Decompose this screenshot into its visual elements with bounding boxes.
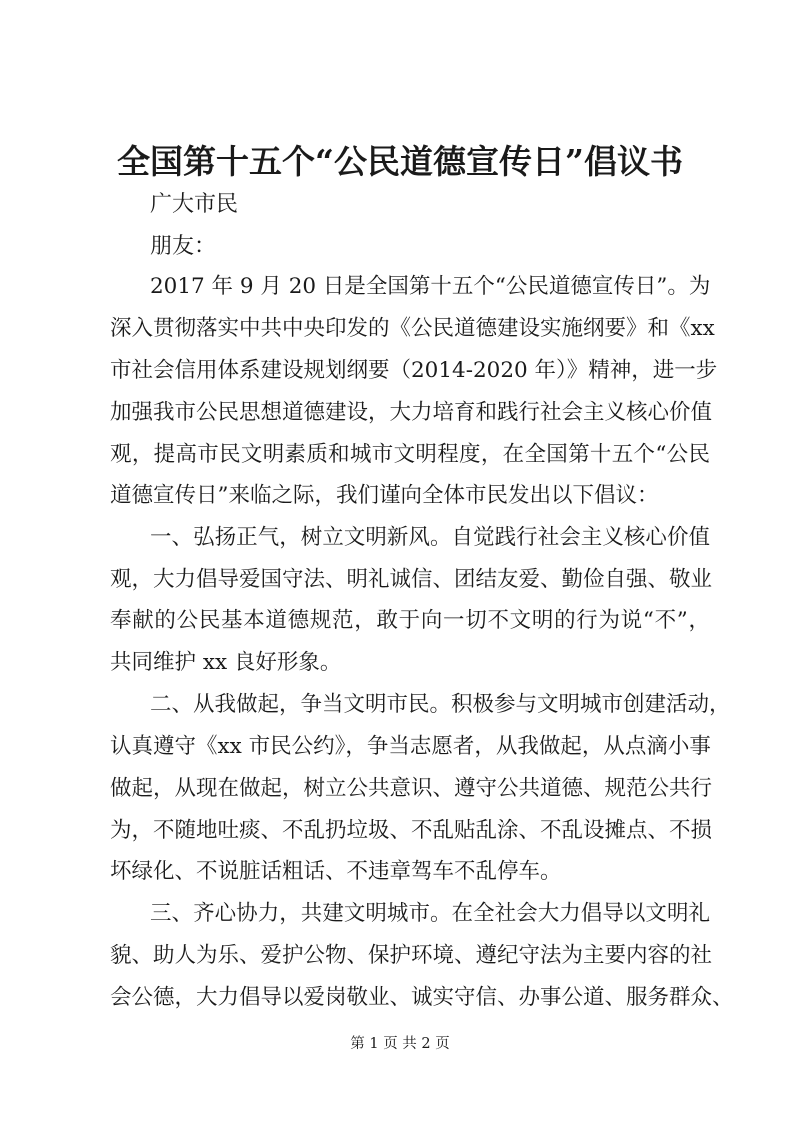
document-title: 全国第十五个“公民道德宣传日”倡议书 [117, 142, 683, 181]
paragraph-1-line-4: 加强我市公民思想道德建设，大力培育和践行社会主义核心价值 [110, 400, 713, 425]
paragraph-1-line-1: 2017 年 9 月 20 日是全国第十五个“公民道德宣传日”。为 [150, 274, 711, 299]
paragraph-2-line-4: 共同维护 xx 良好形象。 [110, 650, 342, 675]
paragraph-3-line-2: 认真遵守《xx 市民公约》，争当志愿者，从我做起，从点滴小事 [110, 734, 711, 759]
paragraph-3-line-1: 二、从我做起，争当文明市民。积极参与文明城市创建活动， [150, 692, 731, 717]
paragraph-1-line-3: 市社会信用体系建设规划纲要（2014-2020 年）》精神，进一步 [110, 358, 718, 383]
paragraph-2-line-2: 观，大力倡导爱国守法、明礼诚信、团结友爱、勤俭自强、敬业 [110, 567, 713, 592]
paragraph-3-line-3: 做起，从现在做起，树立公共意识、遵守公共道德、规范公共行 [110, 776, 713, 801]
paragraph-1-line-5: 观，提高市民文明素质和城市文明程度，在全国第十五个“公民 [110, 442, 710, 467]
salutation-line-1: 广大市民 [150, 192, 239, 217]
paragraph-2-line-1: 一、弘扬正气，树立文明新风。自觉践行社会主义核心价值 [150, 525, 710, 550]
paragraph-2-line-3: 奉献的公民基本道德规范，敢于向一切不文明的行为说“不”， [110, 608, 710, 633]
paragraph-4-line-2: 貌、助人为乐、爱护公物、保护环境、遵纪守法为主要内容的社 [110, 943, 713, 968]
page-footer: 第 1 页 共 2 页 [350, 1036, 450, 1052]
paragraph-1-line-2: 深入贯彻落实中共中央印发的《公民道德建设实施纲要》和《xx [110, 316, 715, 341]
salutation-line-2: 朋友： [150, 234, 217, 259]
paragraph-3-line-4: 为，不随地吐痰、不乱扔垃圾、不乱贴乱涂、不乱设摊点、不损 [110, 818, 713, 843]
paragraph-4-line-1: 三、齐心协力，共建文明城市。在全社会大力倡导以文明礼 [150, 901, 710, 926]
paragraph-4-line-3: 会公德，大力倡导以爱岗敬业、诚实守信、办事公道、服务群众、 [110, 985, 734, 1010]
paragraph-3-line-5: 坏绿化、不说脏话粗话、不违章驾车不乱停车。 [110, 859, 562, 884]
paragraph-1-line-6: 道德宣传日”来临之际，我们谨向全体市民发出以下倡议： [110, 483, 659, 508]
